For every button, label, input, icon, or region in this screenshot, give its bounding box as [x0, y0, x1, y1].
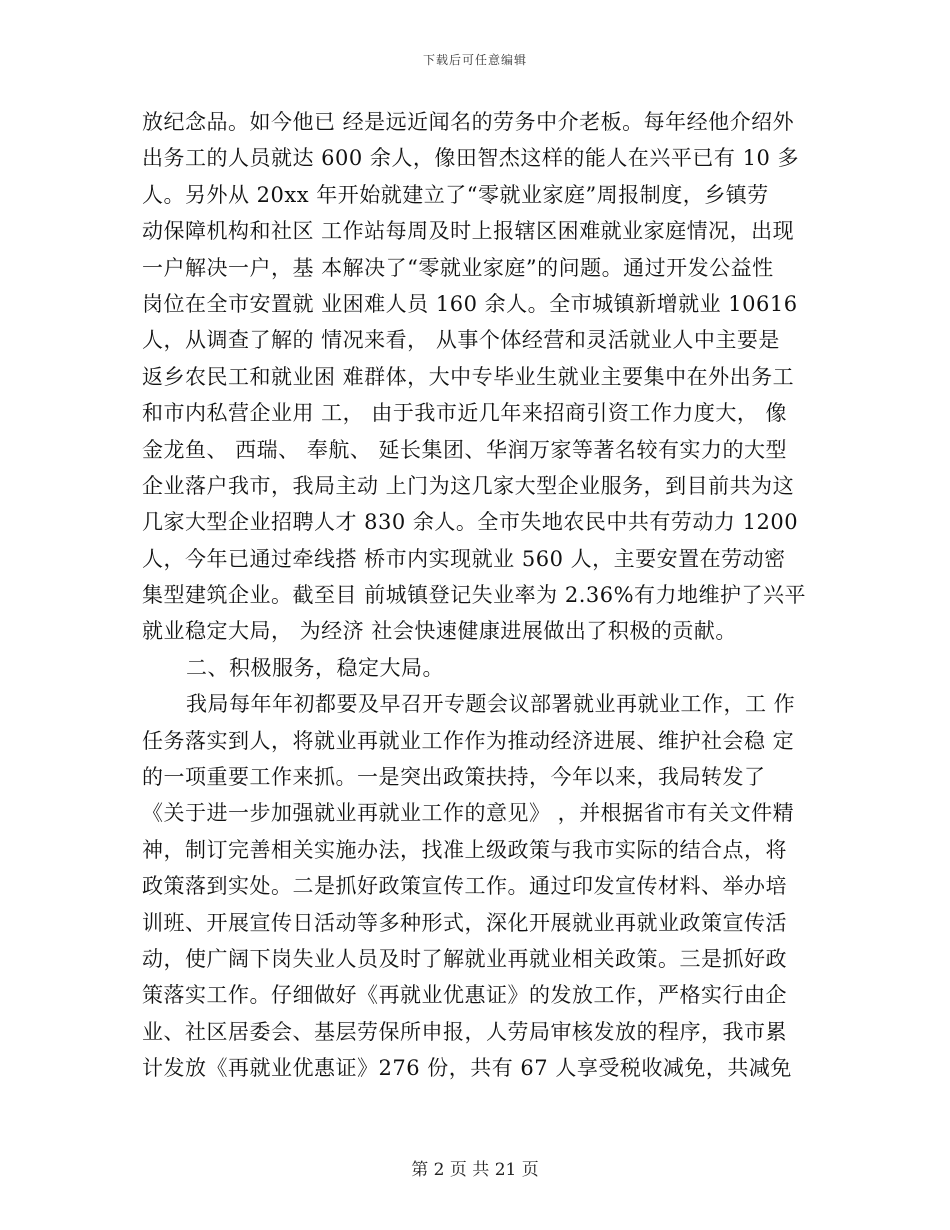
text-line: 计发放《再就业优惠证》276 份，共有 67 人享受税收减免，共减免 [142, 1056, 792, 1081]
page-header: 下载后可任意编辑 [422, 53, 527, 67]
text-line: 训班、开展宣传日活动等多种形式，深化开展就业再就业政策宣传活 [142, 910, 787, 935]
text-line: 《关于进一步加强就业再就业工作的意见》 ，并根据省市有关文件精 [142, 801, 795, 826]
text-line: 出务工的人员就达 600 余人，像田智杰这样的能人在兴平已有 10 多 [142, 146, 800, 171]
text-line: 神，制订完善相关实施办法，找准上级政策与我市实际的结合点，将 [142, 837, 787, 862]
text-line: 企业落户我市，我局主动 上门为这几家大型企业服务，到目前共为这 [142, 473, 795, 498]
text-line: 动保障机构和社区 工作站每周及时上报辖区困难就业家庭情况，出现 [142, 219, 795, 244]
text-line: 的一项重要工作来抓。一是突出政策扶持，今年以来，我局转发了 [142, 765, 766, 790]
text-line: 人，今年已通过牵线搭 桥市内实现就业 560 人，主要安置在劳动密 [142, 546, 786, 571]
text-line: 就业稳定大局， 为经济 社会快速健康进展做出了积极的贡献。 [142, 619, 737, 644]
text-line: 动，使广阔下岗失业人员及时了解就业再就业相关政策。三是抓好政 [142, 946, 787, 971]
text-line: 集型建筑企业。截至目 前城镇登记失业率为 2.36%有力地维护了兴平 [142, 583, 807, 608]
text-line: 岗位在全市安置就 业困难人员 160 余人。全市城镇新增就业 10616 [142, 291, 798, 316]
document-body [142, 104, 810, 1087]
text-line: 政策落到实处。二是抓好政策宣传工作。通过印发宣传材料、举办培 [142, 874, 787, 899]
text-line: 返乡农民工和就业困 难群体，大中专毕业生就业主要集中在外出务工 [142, 364, 795, 389]
text-line: 几家大型企业招聘人才 830 余人。全市失地农民中共有劳动力 1200 [142, 510, 799, 535]
page-number: 第 2 页 共 21 页 [411, 1160, 539, 1180]
text-line: 人。另外从 20xx 年开始就建立了“零就业家庭”周报制度，乡镇劳 [142, 182, 769, 207]
text-line: 策落实工作。仔细做好《再就业优惠证》的发放工作，严格实行由企 [142, 983, 787, 1008]
section-heading: 二、积极服务，稳定大局。 [186, 655, 444, 680]
text-line: 和市内私营企业用 工， 由于我市近几年来招商引资工作力度大， 像 [142, 401, 788, 426]
text-line: 业、社区居委会、基层劳保所申报，人劳局审核发放的程序，我市累 [142, 1019, 787, 1044]
text-line: 我局每年年初都要及早召开专题会议部署就业再就业工作，工 作 [186, 692, 796, 717]
text-line: 金龙鱼、 西瑞、 奉航、 延长集团、华润万家等著名较有实力的大型 [142, 437, 788, 462]
text-line: 人，从调查了解的 情况来看， 从事个体经营和灵活就业人中主要是 [142, 328, 780, 353]
text-line: 放纪念品。如今他已 经是远近闻名的劳务中介老板。每年经他介绍外 [142, 110, 795, 134]
text-line: 任务落实到人，将就业再就业工作作为推动经济进展、维护社会稳 定 [142, 728, 795, 753]
text-line: 一户解决一户，基 本解决了“零就业家庭”的问题。通过开发公益性 [142, 255, 774, 280]
